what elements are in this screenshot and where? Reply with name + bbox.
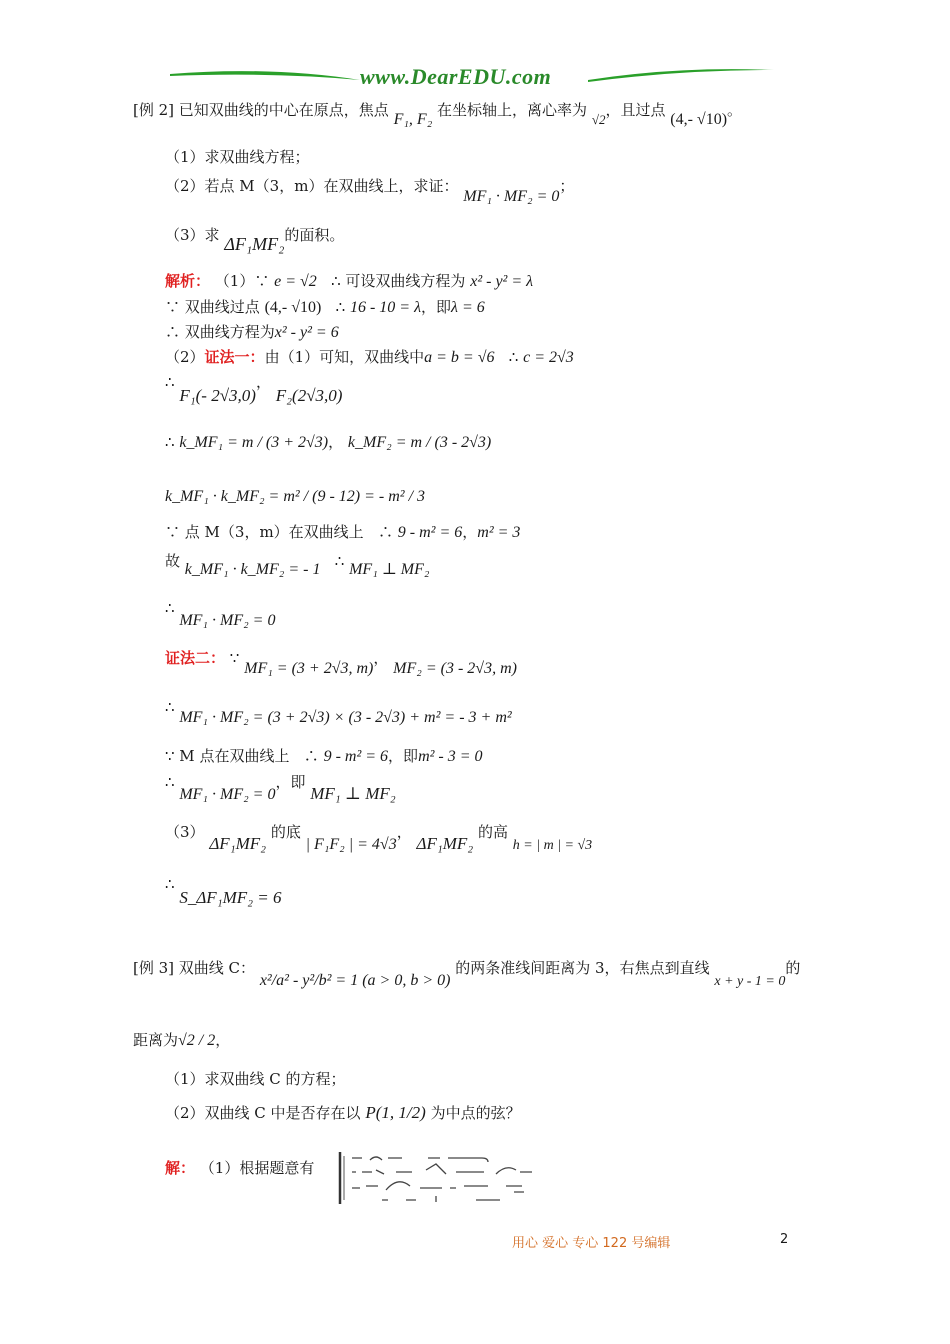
sol15-height: h = | m | = √3 [512, 838, 593, 853]
ex2-sol-11 [165, 648, 517, 677]
sol2-b: ∴ [335, 298, 346, 316]
sol10-a: ∴ [165, 599, 175, 617]
sol6-k2: k_MF₂ = m / (3 - 2√3) [347, 434, 492, 451]
sol13-eq1: 9 - m² = 6 [323, 748, 389, 765]
sol2-lambda: λ = 6 [451, 299, 485, 316]
sol8-eq1: 9 - m² = 6 [397, 524, 463, 541]
sol14-perp: MF₁ ⊥ MF₂ [310, 784, 396, 803]
ex2-q2-end: ； [559, 177, 575, 195]
sol6-k1: k_MF₁ = m / (3 + 2√3) [179, 434, 329, 451]
ex2-sol-2 [165, 297, 485, 318]
sol15-a: （3） [165, 823, 205, 841]
sol9-perp: MF₁ ⊥ MF₂ [349, 561, 430, 578]
sol11-v2: MF₂ = (3 - 2√3, m) [393, 660, 517, 677]
ex2-point: (4,- √10) [670, 111, 728, 128]
ex2-sol-10 [165, 598, 276, 629]
banner-swoosh-left [170, 66, 370, 86]
sol2-c: ，即 [421, 298, 452, 316]
proof2-label: 证法二： [165, 649, 226, 667]
ex3-text-a: [例 3] 双曲线 C： [133, 959, 256, 977]
sol5-b: ， [255, 373, 271, 391]
ex3-q2 [165, 1103, 521, 1123]
sol1-eq: x² - y² = λ [470, 273, 534, 290]
sol9-product: k_MF₁ · k_MF₂ = - 1 [184, 561, 321, 578]
ex2-ecc: √2 [591, 112, 606, 127]
ex2-sol-9 [165, 551, 430, 578]
ex2-sol-4 [165, 347, 574, 368]
ex2-sol-3 [165, 322, 339, 343]
sol4-a: （2） [165, 348, 205, 366]
sol8-b: ∴ [377, 523, 393, 541]
ex2-q2 [165, 176, 575, 205]
sol15-tri2: ΔF₁MF₂ [416, 834, 474, 853]
sol2-a: ∵ 双曲线过点 [165, 298, 260, 316]
ex3-line1 [133, 958, 801, 989]
ex3-line2-b: ， [215, 1031, 231, 1049]
sol5-f1: F₁(- 2√3,0) [179, 386, 256, 405]
sol4-c: ∴ [508, 348, 519, 366]
ex3-solution-label: 解： [165, 1159, 196, 1177]
ex3-hyperbola: x²/a² - y²/b² = 1 (a > 0, b > 0) [259, 972, 451, 989]
ex3-q1: （1）求双曲线 C 的方程； [165, 1070, 346, 1088]
sol12-a: ∴ [165, 698, 175, 716]
sol16-area: S_ΔF₁MF₂ = 6 [179, 888, 282, 907]
ex3-midpoint: P(1, 1/2) [365, 1103, 426, 1122]
ex2-sol-7 [165, 486, 425, 507]
ex2-q1: （1）求双曲线方程； [165, 148, 310, 166]
sol8-c: ， [462, 523, 478, 541]
solution-label: 解析： [165, 272, 211, 290]
ex3-text-b: 的两条准线间距离为 3，右焦点到直线 [455, 959, 710, 977]
ex3-line-eq: x + y - 1 = 0 [714, 974, 786, 989]
sol14-a: ∴ [165, 773, 175, 791]
sol6-a: ∴ [165, 433, 175, 451]
sol3-eq: x² - y² = 6 [274, 324, 339, 341]
sol11-a: ∵ [229, 649, 240, 667]
sol1-b: ∴ 可设双曲线方程为 [331, 272, 466, 290]
sol15-c: ， [396, 823, 412, 841]
sol16-a: ∴ [165, 875, 175, 893]
ex3-line2 [133, 1030, 230, 1051]
equation-system-image [336, 1150, 541, 1206]
sol8-eq2: m² = 3 [477, 524, 521, 541]
ex2-sol-8 [165, 522, 520, 543]
sol15-base: | F₁F₂ | = 4√3 [305, 836, 397, 853]
sol13-a: ∵ M 点在双曲线上 [165, 747, 290, 765]
ex2-sol-13 [165, 746, 483, 767]
page-number: 2 [780, 1232, 789, 1247]
ex3-sol [165, 1158, 314, 1178]
ex2-sol-14 [165, 772, 396, 803]
proof1-label: 证法一： [204, 348, 265, 366]
sol2-calc: 16 - 10 = λ [349, 299, 422, 316]
ex2-text-c: ，且过点 [605, 101, 666, 119]
sol3-a: ∴ 双曲线方程为 [165, 323, 275, 341]
sol14-dot: MF₁ · MF₂ = 0 [179, 786, 276, 803]
sol11-v1: MF₁ = (3 + 2√3, m) [244, 660, 374, 677]
sol15-d: 的高 [478, 823, 509, 841]
ex3-text-c: 的 [785, 959, 801, 977]
sol15-tri1: ΔF₁MF₂ [209, 834, 267, 853]
sol13-c: ，即 [388, 747, 419, 765]
ex2-q3-text: （3）求 [165, 226, 220, 244]
ex2-text-d: 。 [727, 101, 743, 119]
ex3-q2-a: （2）双曲线 C 中是否存在以 [165, 1104, 361, 1122]
sol4-cval: c = 2√3 [523, 349, 574, 366]
ex2-sol-6 [165, 432, 491, 453]
sol7-product: k_MF₁ · k_MF₂ = m² / (9 - 12) = - m² / 3 [165, 488, 426, 505]
sol1-a: （1）∵ [214, 272, 270, 290]
sol13-eq2: m² - 3 = 0 [418, 748, 483, 765]
ex2-sol-16 [165, 874, 282, 907]
sol1-ecc: e = √2 [274, 273, 317, 290]
sol2-point: (4,- √10) [264, 299, 322, 316]
banner-swoosh-right [588, 66, 778, 86]
footer-credit: 用心 爱心 专心 122 号编辑 [512, 1236, 671, 1251]
sol5-a: ∴ [165, 373, 175, 391]
ex2-sol-15 [165, 822, 593, 853]
sol14-b: ，即 [275, 773, 306, 791]
sol12-calc: MF₁ · MF₂ = (3 + 2√3) × (3 - 2√3) + m² = - 3 + m² [179, 709, 512, 726]
sol10-dot: MF₁ · MF₂ = 0 [179, 612, 276, 629]
ex2-sol-5 [165, 372, 343, 405]
ex2-sol-12 [165, 697, 512, 726]
ex2-q3-end: 的面积。 [284, 226, 345, 244]
ex2-text-b: 在坐标轴上，离心率为 [437, 101, 588, 119]
sol15-b: 的底 [270, 823, 301, 841]
sol6-b: ， [328, 433, 344, 451]
ex3-sol-a: （1）根据题意有 [199, 1159, 315, 1177]
ex2-q2-text: （2）若点 M（3，m）在双曲线上，求证： [165, 177, 459, 195]
sol5-f2: F₂(2√3,0) [275, 386, 343, 405]
ex2-text-a: [例 2] 已知双曲线的中心在原点，焦点 [133, 101, 389, 119]
sol4-b: 由（1）可知，双曲线中 [264, 348, 425, 366]
ex3-line2-a: 距离为 [133, 1031, 179, 1049]
ex2-q2-vec: MF₁ · MF₂ = 0 [463, 188, 560, 205]
sol9-b: ∴ [334, 552, 345, 570]
ex2-line1 [133, 100, 743, 128]
sol11-b: ， [373, 649, 389, 667]
ex2-sol-1 [165, 271, 533, 292]
ex2-foci: F₁, F₂ [393, 111, 433, 128]
ex3-distance: √2 / 2 [178, 1032, 216, 1049]
sol4-ab: a = b = √6 [424, 349, 495, 366]
sol8-a: ∵ 点 M（3，m）在双曲线上 [165, 523, 364, 541]
site-logo-text[interactable]: www.DearEDU.com [360, 64, 552, 89]
sol9-a: 故 [165, 552, 181, 570]
ex2-q3 [165, 224, 345, 254]
ex2-q3-triangle: ΔF₁MF₂ [224, 234, 285, 254]
ex3-q2-b: 为中点的弦？ [430, 1104, 521, 1122]
sol13-b: ∴ [303, 747, 319, 765]
